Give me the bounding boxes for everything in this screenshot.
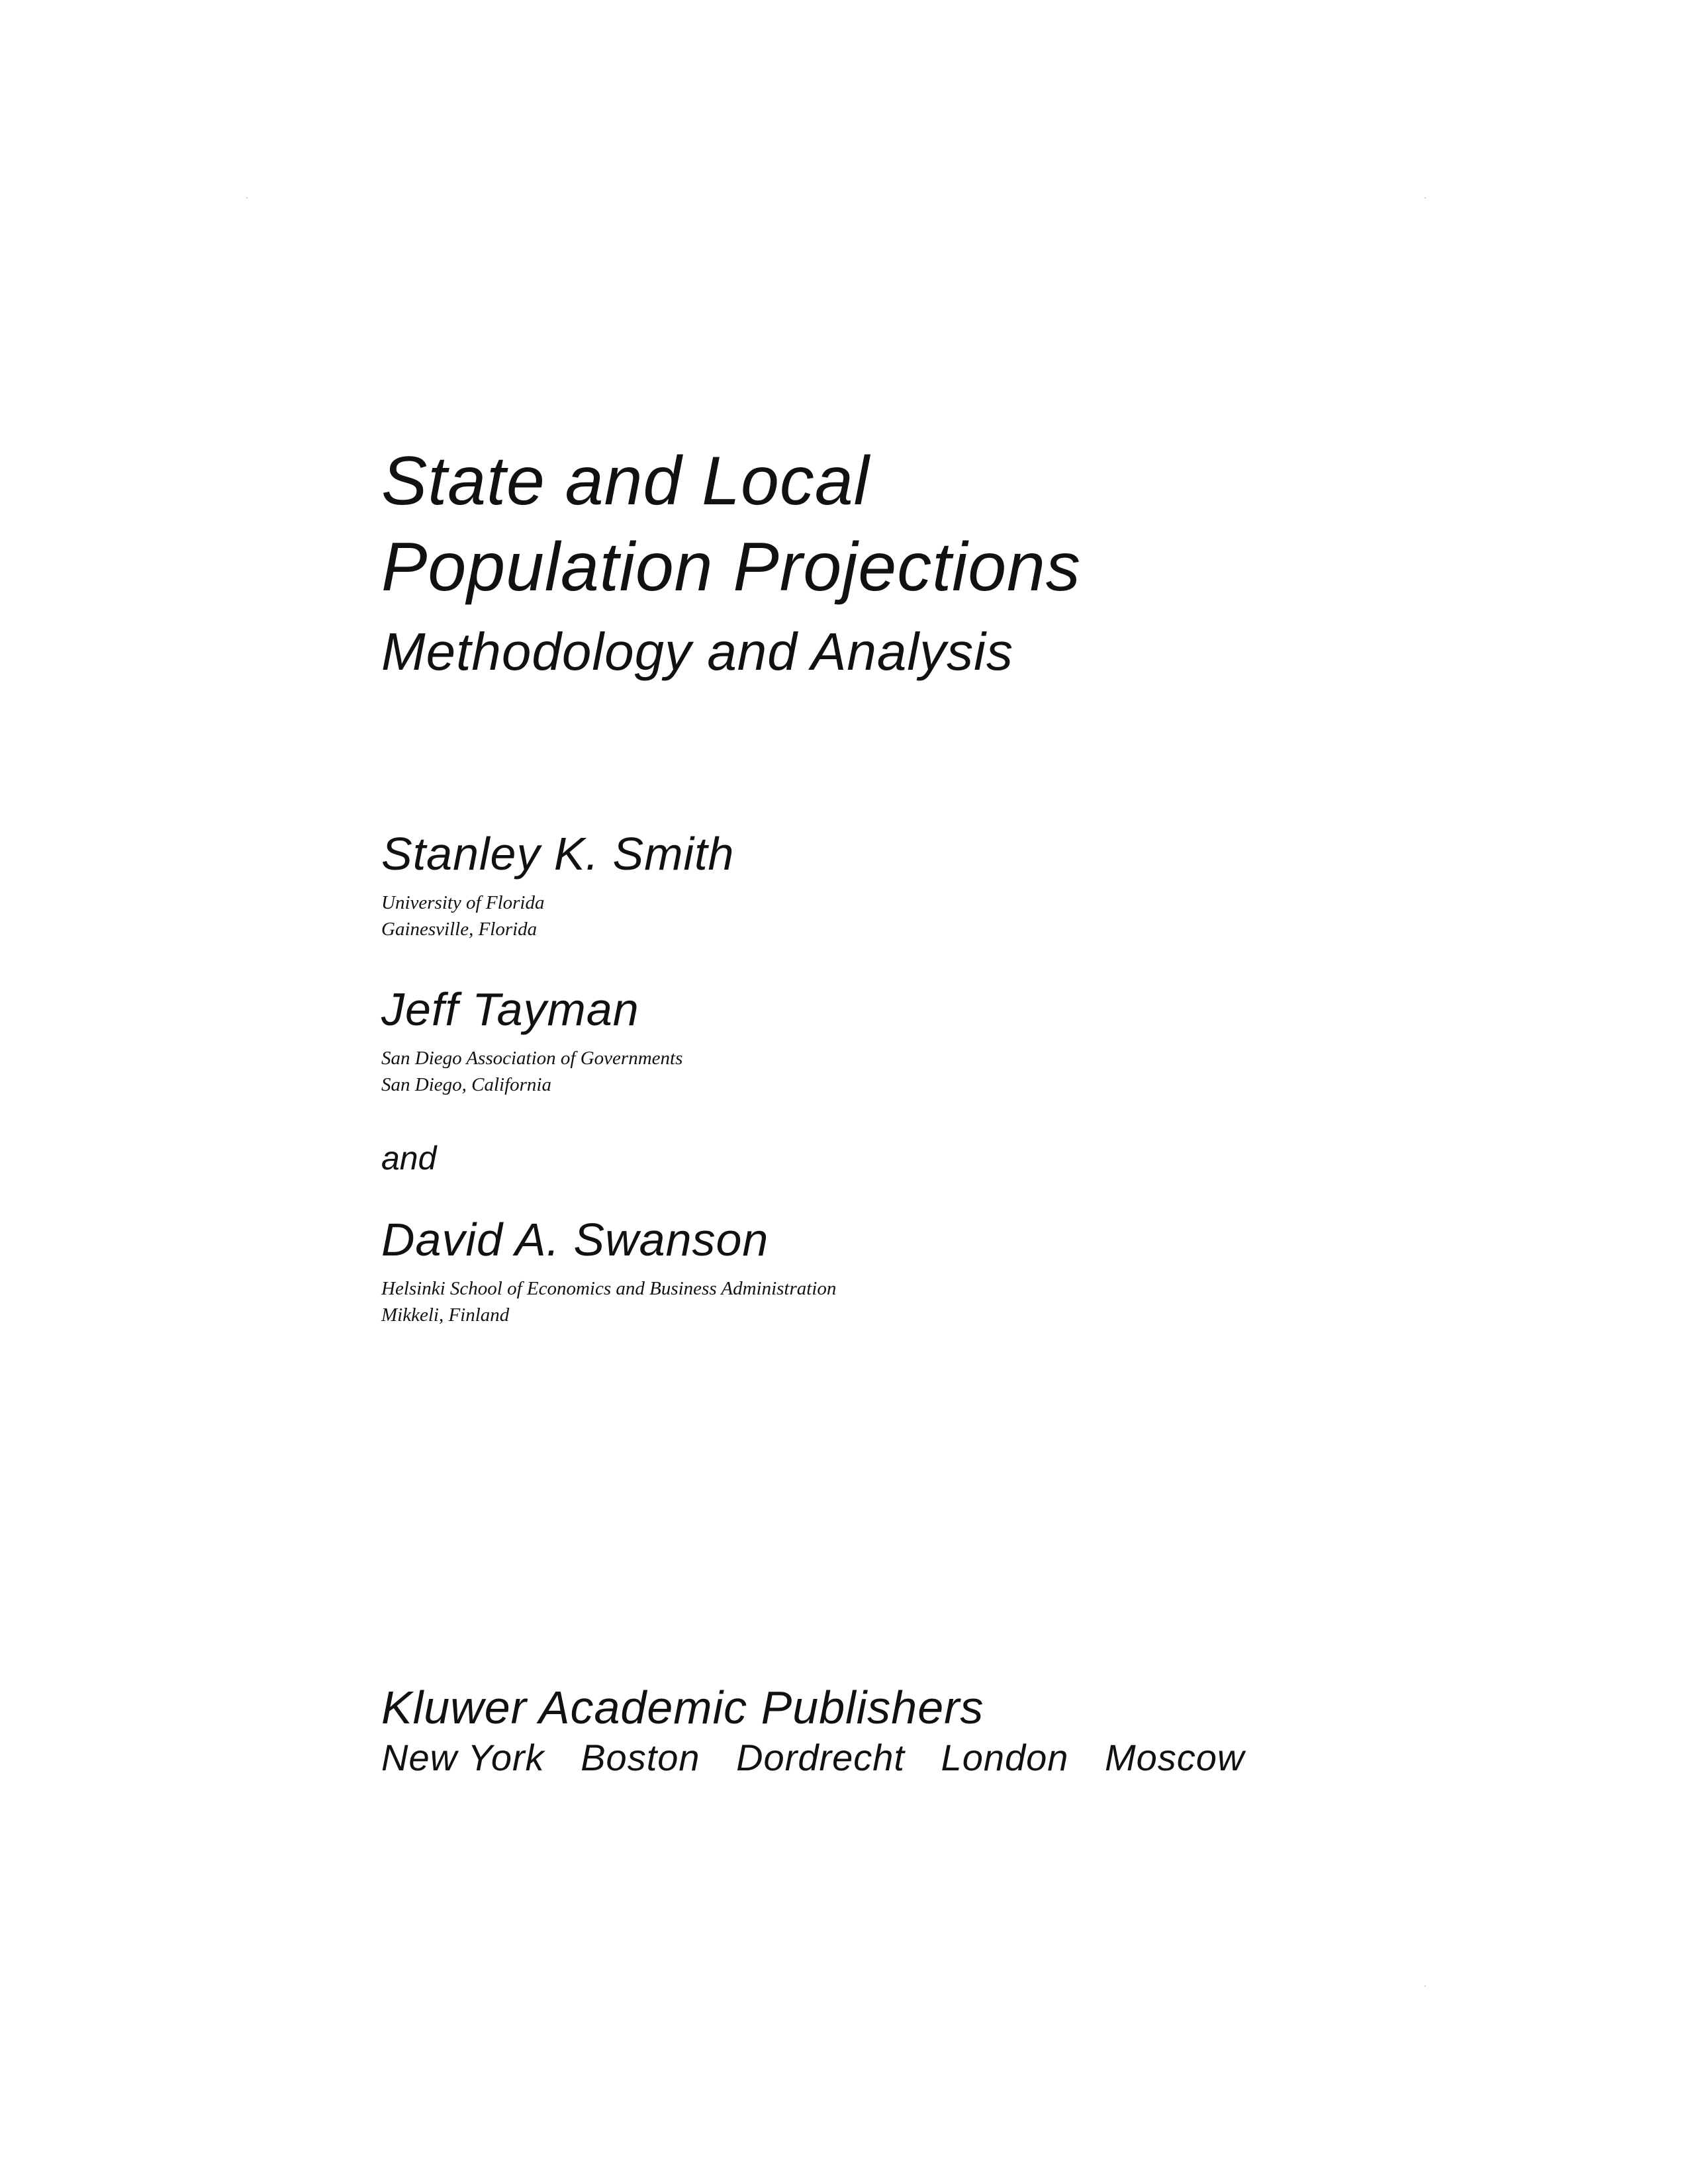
author-affiliation: University of Florida [381, 892, 545, 913]
author-conjunction: and [381, 1140, 437, 1177]
book-title-line-2: Population Projections [381, 529, 1081, 606]
author-affiliation: San Diego Association of Governments [381, 1048, 683, 1069]
author-affiliation: Helsinki School of Economics and Business Administration [381, 1278, 837, 1299]
book-title-line-1: State and Local [381, 443, 870, 520]
author-location: San Diego, California [381, 1074, 551, 1095]
publisher-city: London [941, 1737, 1069, 1778]
book-subtitle: Methodology and Analysis [381, 622, 1013, 681]
publisher-city: New York [381, 1737, 545, 1778]
publisher-name: Kluwer Academic Publishers [381, 1682, 984, 1733]
author-name: Stanley K. Smith [381, 828, 735, 880]
publisher-city: Boston [581, 1737, 700, 1778]
publisher-city: Moscow [1104, 1737, 1245, 1778]
author-name: Jeff Tayman [381, 983, 639, 1035]
author-name: David A. Swanson [381, 1214, 769, 1265]
publisher-city: Dordrecht [736, 1737, 905, 1778]
author-location: Mikkeli, Finland [381, 1304, 510, 1326]
scan-speck [1425, 1985, 1426, 1987]
scan-speck [246, 197, 248, 199]
author-location: Gainesville, Florida [381, 919, 538, 940]
publisher-cities [381, 1739, 1244, 1776]
scan-speck [1425, 197, 1426, 199]
